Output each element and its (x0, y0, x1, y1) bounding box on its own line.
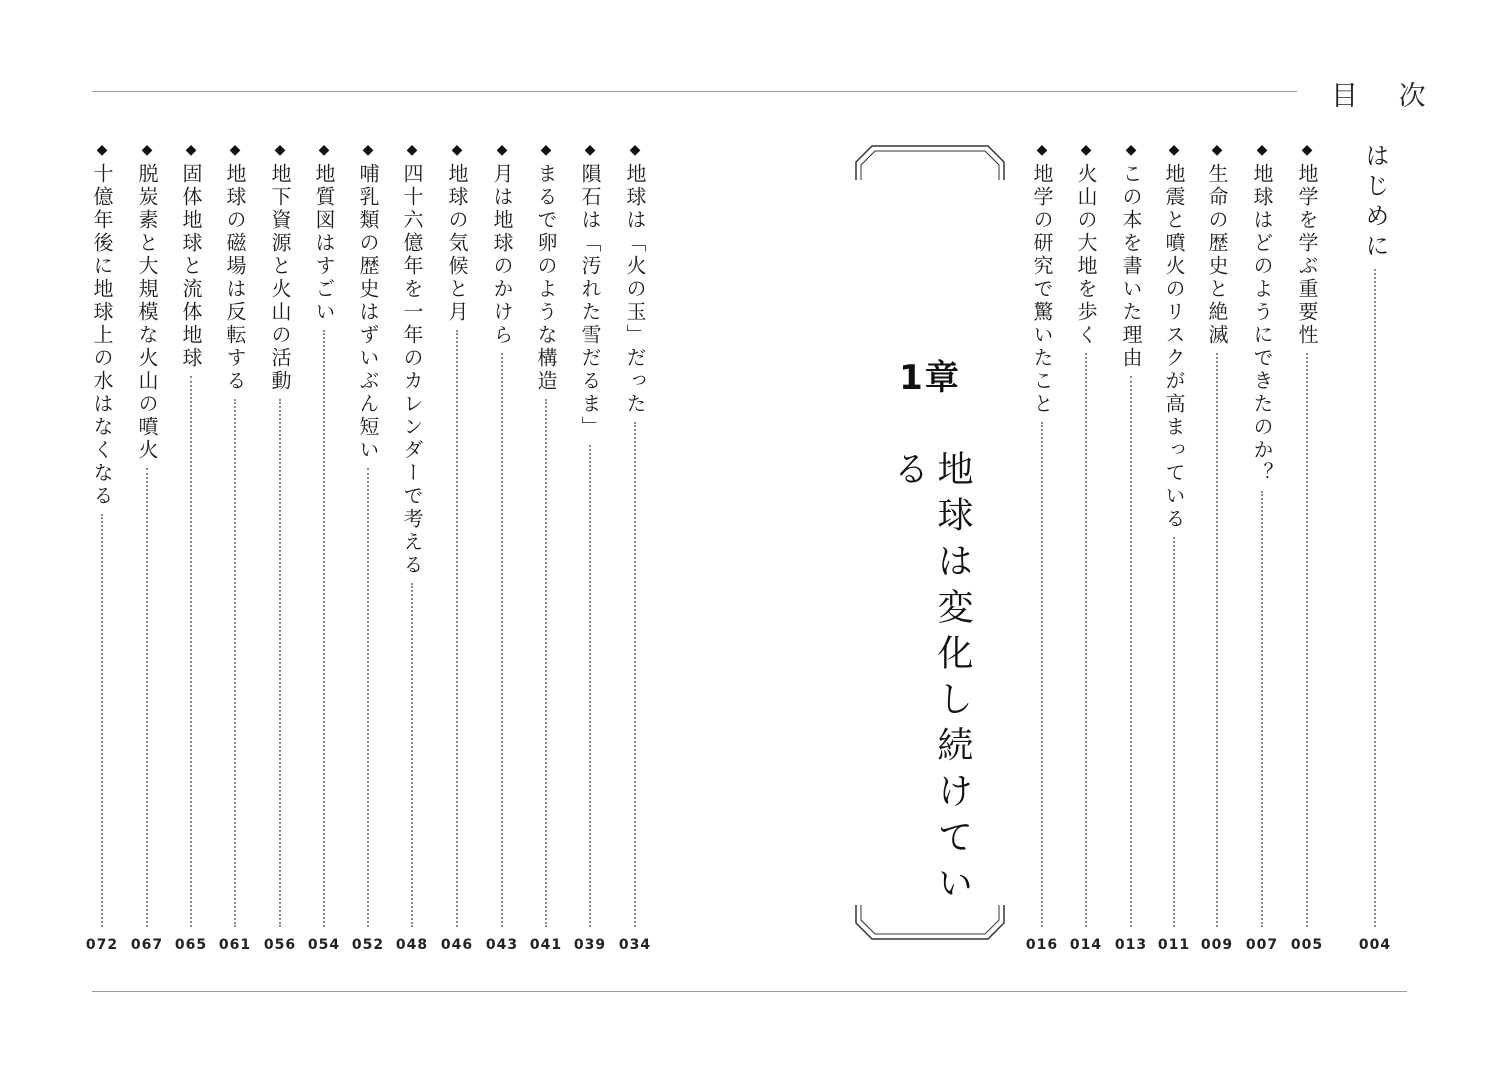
toc-entry-title: 地球の気候と月 (445, 163, 469, 324)
page-title: 目 次 (1331, 81, 1442, 112)
toc-entry-title: 固体地球と流体地球 (179, 163, 203, 370)
toc-page-number: 061 (218, 937, 252, 953)
leader-dots (501, 353, 503, 927)
leader-dots (1306, 353, 1308, 927)
toc-entry[interactable] (176, 143, 206, 953)
toc-entry[interactable] (1116, 143, 1146, 953)
toc-entry-title: まるで卵のような構造 (534, 163, 558, 393)
diamond-bullet-icon: ◆ (1256, 142, 1268, 158)
toc-entry[interactable] (487, 143, 517, 953)
toc-entry[interactable] (1159, 143, 1189, 953)
toc-entry[interactable] (87, 143, 117, 953)
diamond-bullet-icon: ◆ (1211, 142, 1223, 158)
leader-dots (456, 330, 458, 927)
toc-entry-title: 哺乳類の歴史はずいぶん短い (356, 163, 380, 462)
toc-entry[interactable] (397, 143, 427, 953)
toc-page-number: 043 (485, 937, 519, 953)
leader-dots (367, 468, 369, 927)
toc-entry[interactable] (1202, 143, 1232, 953)
toc-entry[interactable] (1247, 143, 1277, 953)
diamond-bullet-icon: ◆ (540, 142, 552, 158)
toc-entry[interactable] (265, 143, 295, 953)
diamond-bullet-icon: ◆ (1125, 142, 1137, 158)
toc-page-number: 034 (618, 937, 652, 953)
toc-page-number: 011 (1157, 937, 1191, 953)
toc-page-number: 014 (1069, 937, 1103, 953)
diamond-bullet-icon: ◆ (1080, 142, 1092, 158)
toc-entry-title: 月は地球のかけら (490, 163, 514, 347)
diamond-bullet-icon: ◆ (496, 142, 508, 158)
leader-dots (1041, 422, 1043, 927)
diamond-bullet-icon: ◆ (362, 142, 374, 158)
toc-page-number: 039 (573, 937, 607, 953)
toc-entry[interactable] (132, 143, 162, 953)
toc-entry[interactable] (620, 143, 650, 953)
toc-entry[interactable] (1027, 143, 1057, 953)
toc-entry-title: 地球はどのようにできたのか？ (1250, 163, 1274, 485)
toc-page-number: 052 (351, 937, 385, 953)
diamond-bullet-icon: ◆ (141, 142, 153, 158)
toc-entry-title: 地質図はすごい (312, 163, 336, 324)
toc-entry[interactable] (1071, 143, 1101, 953)
leader-dots (146, 468, 148, 927)
toc-entry-title: はじめに (1361, 143, 1389, 263)
leader-dots (101, 514, 103, 927)
leader-dots (634, 422, 636, 927)
diamond-bullet-icon: ◆ (406, 142, 418, 158)
toc-entry-intro[interactable] (1360, 143, 1390, 953)
diamond-bullet-icon: ◆ (1301, 142, 1313, 158)
diamond-bullet-icon: ◆ (318, 142, 330, 158)
diamond-bullet-icon: ◆ (451, 142, 463, 158)
toc-entry-title: 四十六億年を一年のカレンダーで考える (400, 163, 424, 577)
leader-dots (1130, 376, 1132, 927)
toc-entry-title: 地球の磁場は反転する (223, 163, 247, 393)
diamond-bullet-icon: ◆ (229, 142, 241, 158)
diamond-bullet-icon: ◆ (274, 142, 286, 158)
toc-entry-title: 隕石は「汚れた雪だるま」 (578, 163, 602, 439)
leader-dots (234, 399, 236, 927)
toc-page-number: 054 (307, 937, 341, 953)
toc-entry-title: 十億年後に地球上の水はなくなる (90, 163, 114, 508)
diamond-bullet-icon: ◆ (584, 142, 596, 158)
leader-dots (1173, 537, 1175, 927)
toc-entry[interactable] (531, 143, 561, 953)
toc-entry-title: 脱炭素と大規模な火山の噴火 (135, 163, 159, 462)
leader-dots (589, 445, 591, 927)
toc-entry[interactable] (353, 143, 383, 953)
toc-page-number: 041 (529, 937, 563, 953)
leader-dots (279, 399, 281, 927)
top-rule (92, 91, 1297, 92)
toc-entry-title: この本を書いた理由 (1119, 163, 1143, 370)
leader-dots (411, 583, 413, 927)
toc-entry-title: 地震と噴火のリスクが高まっている (1162, 163, 1186, 531)
toc-entry-title: 火山の大地を歩く (1074, 163, 1098, 347)
diamond-bullet-icon: ◆ (1036, 142, 1048, 158)
toc-page-number: 067 (130, 937, 164, 953)
diamond-bullet-icon: ◆ (629, 142, 641, 158)
bottom-rule (92, 991, 1407, 992)
toc-page-number: 056 (263, 937, 297, 953)
toc-entry[interactable] (1292, 143, 1322, 953)
chapter-title: 地球は変化し続けている (888, 450, 973, 910)
diamond-bullet-icon: ◆ (96, 142, 108, 158)
leader-dots (1085, 353, 1087, 927)
chapter-heading[interactable] (850, 140, 1010, 945)
toc-page-number: 048 (395, 937, 429, 953)
toc-page-number: 065 (174, 937, 208, 953)
toc-entry[interactable] (220, 143, 250, 953)
toc-entry-title: 地下資源と火山の活動 (268, 163, 292, 393)
toc-page-number: 004 (1358, 937, 1392, 953)
toc-page-number: 009 (1200, 937, 1234, 953)
toc-entry[interactable] (442, 143, 472, 953)
leader-dots (1374, 269, 1376, 927)
toc-page-number: 007 (1245, 937, 1279, 953)
toc-page-number: 046 (440, 937, 474, 953)
chapter-number: 1章 (899, 358, 961, 398)
diamond-bullet-icon: ◆ (185, 142, 197, 158)
toc-entry[interactable] (309, 143, 339, 953)
toc-page-number: 072 (85, 937, 119, 953)
toc-page-number: 016 (1025, 937, 1059, 953)
toc-page-number: 013 (1114, 937, 1148, 953)
toc-entry-title: 地球は「火の玉」だった (623, 163, 647, 416)
leader-dots (323, 330, 325, 927)
toc-entry-title: 地学を学ぶ重要性 (1295, 163, 1319, 347)
diamond-bullet-icon: ◆ (1168, 142, 1180, 158)
leader-dots (1261, 491, 1263, 927)
toc-entry-title: 生命の歴史と絶滅 (1205, 163, 1229, 347)
leader-dots (1216, 353, 1218, 927)
leader-dots (190, 376, 192, 927)
toc-entry[interactable] (575, 143, 605, 953)
leader-dots (545, 399, 547, 927)
toc-page-number: 005 (1290, 937, 1324, 953)
toc-entry-title: 地学の研究で驚いたこと (1030, 163, 1054, 416)
